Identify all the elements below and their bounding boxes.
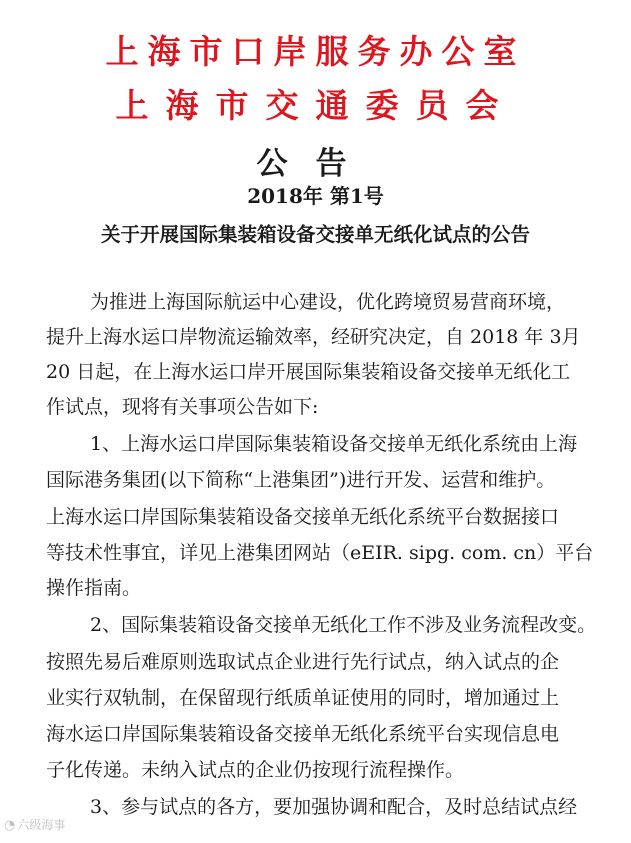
issuer-line-2: 上海市交通委员会 (115, 86, 516, 125)
document-title: 公告 (256, 146, 375, 182)
body-line: 等技术性事宜，详见上港集团网站（eEIR. sipg. com. cn）平台 (46, 542, 594, 564)
watermark-logo-icon: ◔ (4, 818, 16, 833)
body-line: 海水运口岸国际集装箱设备交接单无纸化系统平台实现信息电 (46, 723, 560, 745)
body-line: 1、上海水运口岸国际集装箱设备交接单无纸化系统由上海 (90, 433, 578, 455)
body-line: 上海水运口岸国际集装箱设备交接单无纸化系统平台数据接口 (46, 506, 560, 528)
issuer-line-1: 上海市口岸服务办公室 (105, 32, 526, 71)
body-line: 3、参与试点的各方，要加强协调和配合，及时总结试点经 (90, 796, 578, 818)
body-line: 国际港务集团(以下简称“上港集团”)进行开发、运营和维护。 (46, 469, 556, 491)
body-line: 业实行双轨制，在保留现行纸质单证使用的同时，增加通过上 (46, 687, 560, 709)
body-line: 子化传递。未纳入试点的企业仍按现行流程操作。 (46, 759, 465, 781)
body-line: 作试点，现将有关事项公告如下: (46, 396, 319, 418)
body-line: 2、国际集装箱设备交接单无纸化工作不涉及业务流程改变。 (90, 614, 597, 636)
document-number: 2018年 第1号 (247, 184, 384, 208)
watermark-text: 六级海事 (17, 818, 66, 832)
body-line: 20 日起，在上海水运口岸开展国际集装箱设备交接单无纸化工 (46, 361, 571, 383)
body-line: 操作指南。 (46, 577, 142, 599)
body-line: 按照先易后难原则选取试点企业进行先行试点，纳入试点的企 (46, 651, 560, 673)
body-line: 提升上海水运口岸物流运输效率，经研究决定，自 2018 年 3月 (46, 326, 581, 348)
body-line: 为推进上海国际航运中心建设，优化跨境贸易营商环境， (90, 291, 566, 313)
watermark (4, 816, 65, 833)
document-subject: 关于开展国际集装箱设备交接单无纸化试点的公告 (100, 223, 530, 246)
